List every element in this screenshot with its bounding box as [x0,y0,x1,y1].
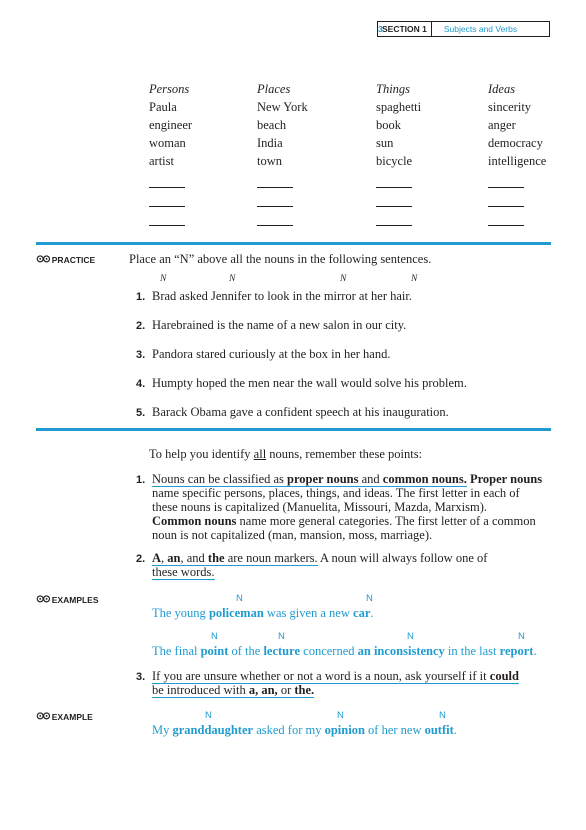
table-cell: beach [257,118,287,132]
section-label: SECTION 1 [378,22,432,36]
sentence-number: 3. [136,349,146,361]
examples-label: ⊙⊙ EXAMPLES [36,594,99,605]
noun-mark: N [236,593,243,604]
table-cell: book [376,118,401,132]
example-sentence: My granddaughter asked for my opinion of her new outfit. [152,723,457,737]
practice-sentence: Pandora stared curiously at the box in her hand. [152,347,391,361]
blank-line [257,170,293,188]
column-heading: Places [257,82,291,96]
example-icon: ⊙⊙ [36,711,49,722]
table-cell: sun [376,136,394,150]
sentence-number: 1. [136,291,146,303]
column-heading: Things [376,82,411,96]
points-intro: To help you identify all nouns, remember these points: [149,447,423,461]
blank-line [488,208,524,226]
table-cell: intelligence [488,154,547,168]
section-divider [36,428,551,431]
noun-mark: N [411,274,418,284]
sentence-number: 4. [136,378,146,390]
practice-label: ⊙⊙ PRACTICE [36,254,96,265]
noun-mark: N [366,593,373,604]
column-ideas [488,80,546,227]
point-number: 3. [136,671,146,683]
table-cell: sincerity [488,100,532,114]
practice-sentence: Humpty hoped the men near the wall would solve his problem. [152,376,467,390]
example-label: ⊙⊙ EXAMPLE [36,711,93,722]
page-number: 3 [378,24,383,34]
table-cell: Paula [149,100,177,114]
point-number: 1. [136,474,146,486]
blank-line [257,208,293,226]
chapter-title: Subjects and Verbs [443,24,518,34]
practice-sentence: Brad asked Jennifer to look in the mirror at her hair. [152,289,412,303]
noun-mark: N [205,710,212,721]
noun-mark: N [160,274,167,284]
column-persons [149,80,192,227]
blank-line [149,170,185,188]
table-cell: spaghetti [376,100,422,114]
blank-line [376,208,412,226]
blank-line [257,189,293,207]
running-header [377,21,550,37]
table-cell: anger [488,118,516,132]
point-3: If you are unsure whether or not a word is a noun, ask yourself if it could be introduced with a, an, or the. [152,669,519,697]
example-sentence-2: The final point of the lecture concerned an inconsistency in the last report. [152,644,537,658]
example-sentence-1: The young policeman was given a new car. [152,606,374,620]
column-heading: Ideas [488,82,516,96]
blank-line [488,189,524,207]
section-divider [36,242,551,245]
noun-mark: N [278,631,285,642]
sentence-number: 5. [136,407,146,419]
table-cell: democracy [488,136,543,150]
noun-mark: N [229,274,236,284]
noun-mark: N [337,710,344,721]
table-cell: artist [149,154,174,168]
noun-mark: N [439,710,446,721]
blank-line [149,208,185,226]
noun-mark: N [407,631,414,642]
blank-line [149,189,185,207]
practice-instruction: Place an “N” above all the nouns in the following sentences. [129,252,432,266]
column-things [376,80,421,227]
noun-mark: N [518,631,525,642]
table-cell: town [257,154,282,168]
blank-line [376,170,412,188]
column-heading: Persons [149,82,190,96]
noun-mark: N [340,274,347,284]
blank-line [488,170,524,188]
table-cell: engineer [149,118,193,132]
sentence-number: 2. [136,320,146,332]
practice-icon: ⊙⊙ [36,254,49,265]
table-cell: New York [257,100,308,114]
table-cell: bicycle [376,154,413,168]
point-2: A, an, and the are noun markers. A noun will always follow one of these words. [152,551,488,579]
column-places [257,80,308,227]
practice-sentence: Harebrained is the name of a new salon in our city. [152,318,407,332]
blank-line [376,189,412,207]
noun-mark: N [211,631,218,642]
practice-sentence: Barack Obama gave a confident speech at his inauguration. [152,405,449,419]
point-number: 2. [136,553,146,565]
table-cell: woman [149,136,186,150]
examples-icon: ⊙⊙ [36,594,49,605]
point-1: Nouns can be classified as proper nouns and common nouns. Proper nouns name specific persons, places, things, and ideas. The first letter in each of these nouns is capitalized (Manuelita, Missouri, Mazda, Marxism). Common nouns name more general categories. The first letter of a common noun is not capitalized (man, mansion, moss, marriage). [152,472,543,542]
table-cell: India [257,136,283,150]
